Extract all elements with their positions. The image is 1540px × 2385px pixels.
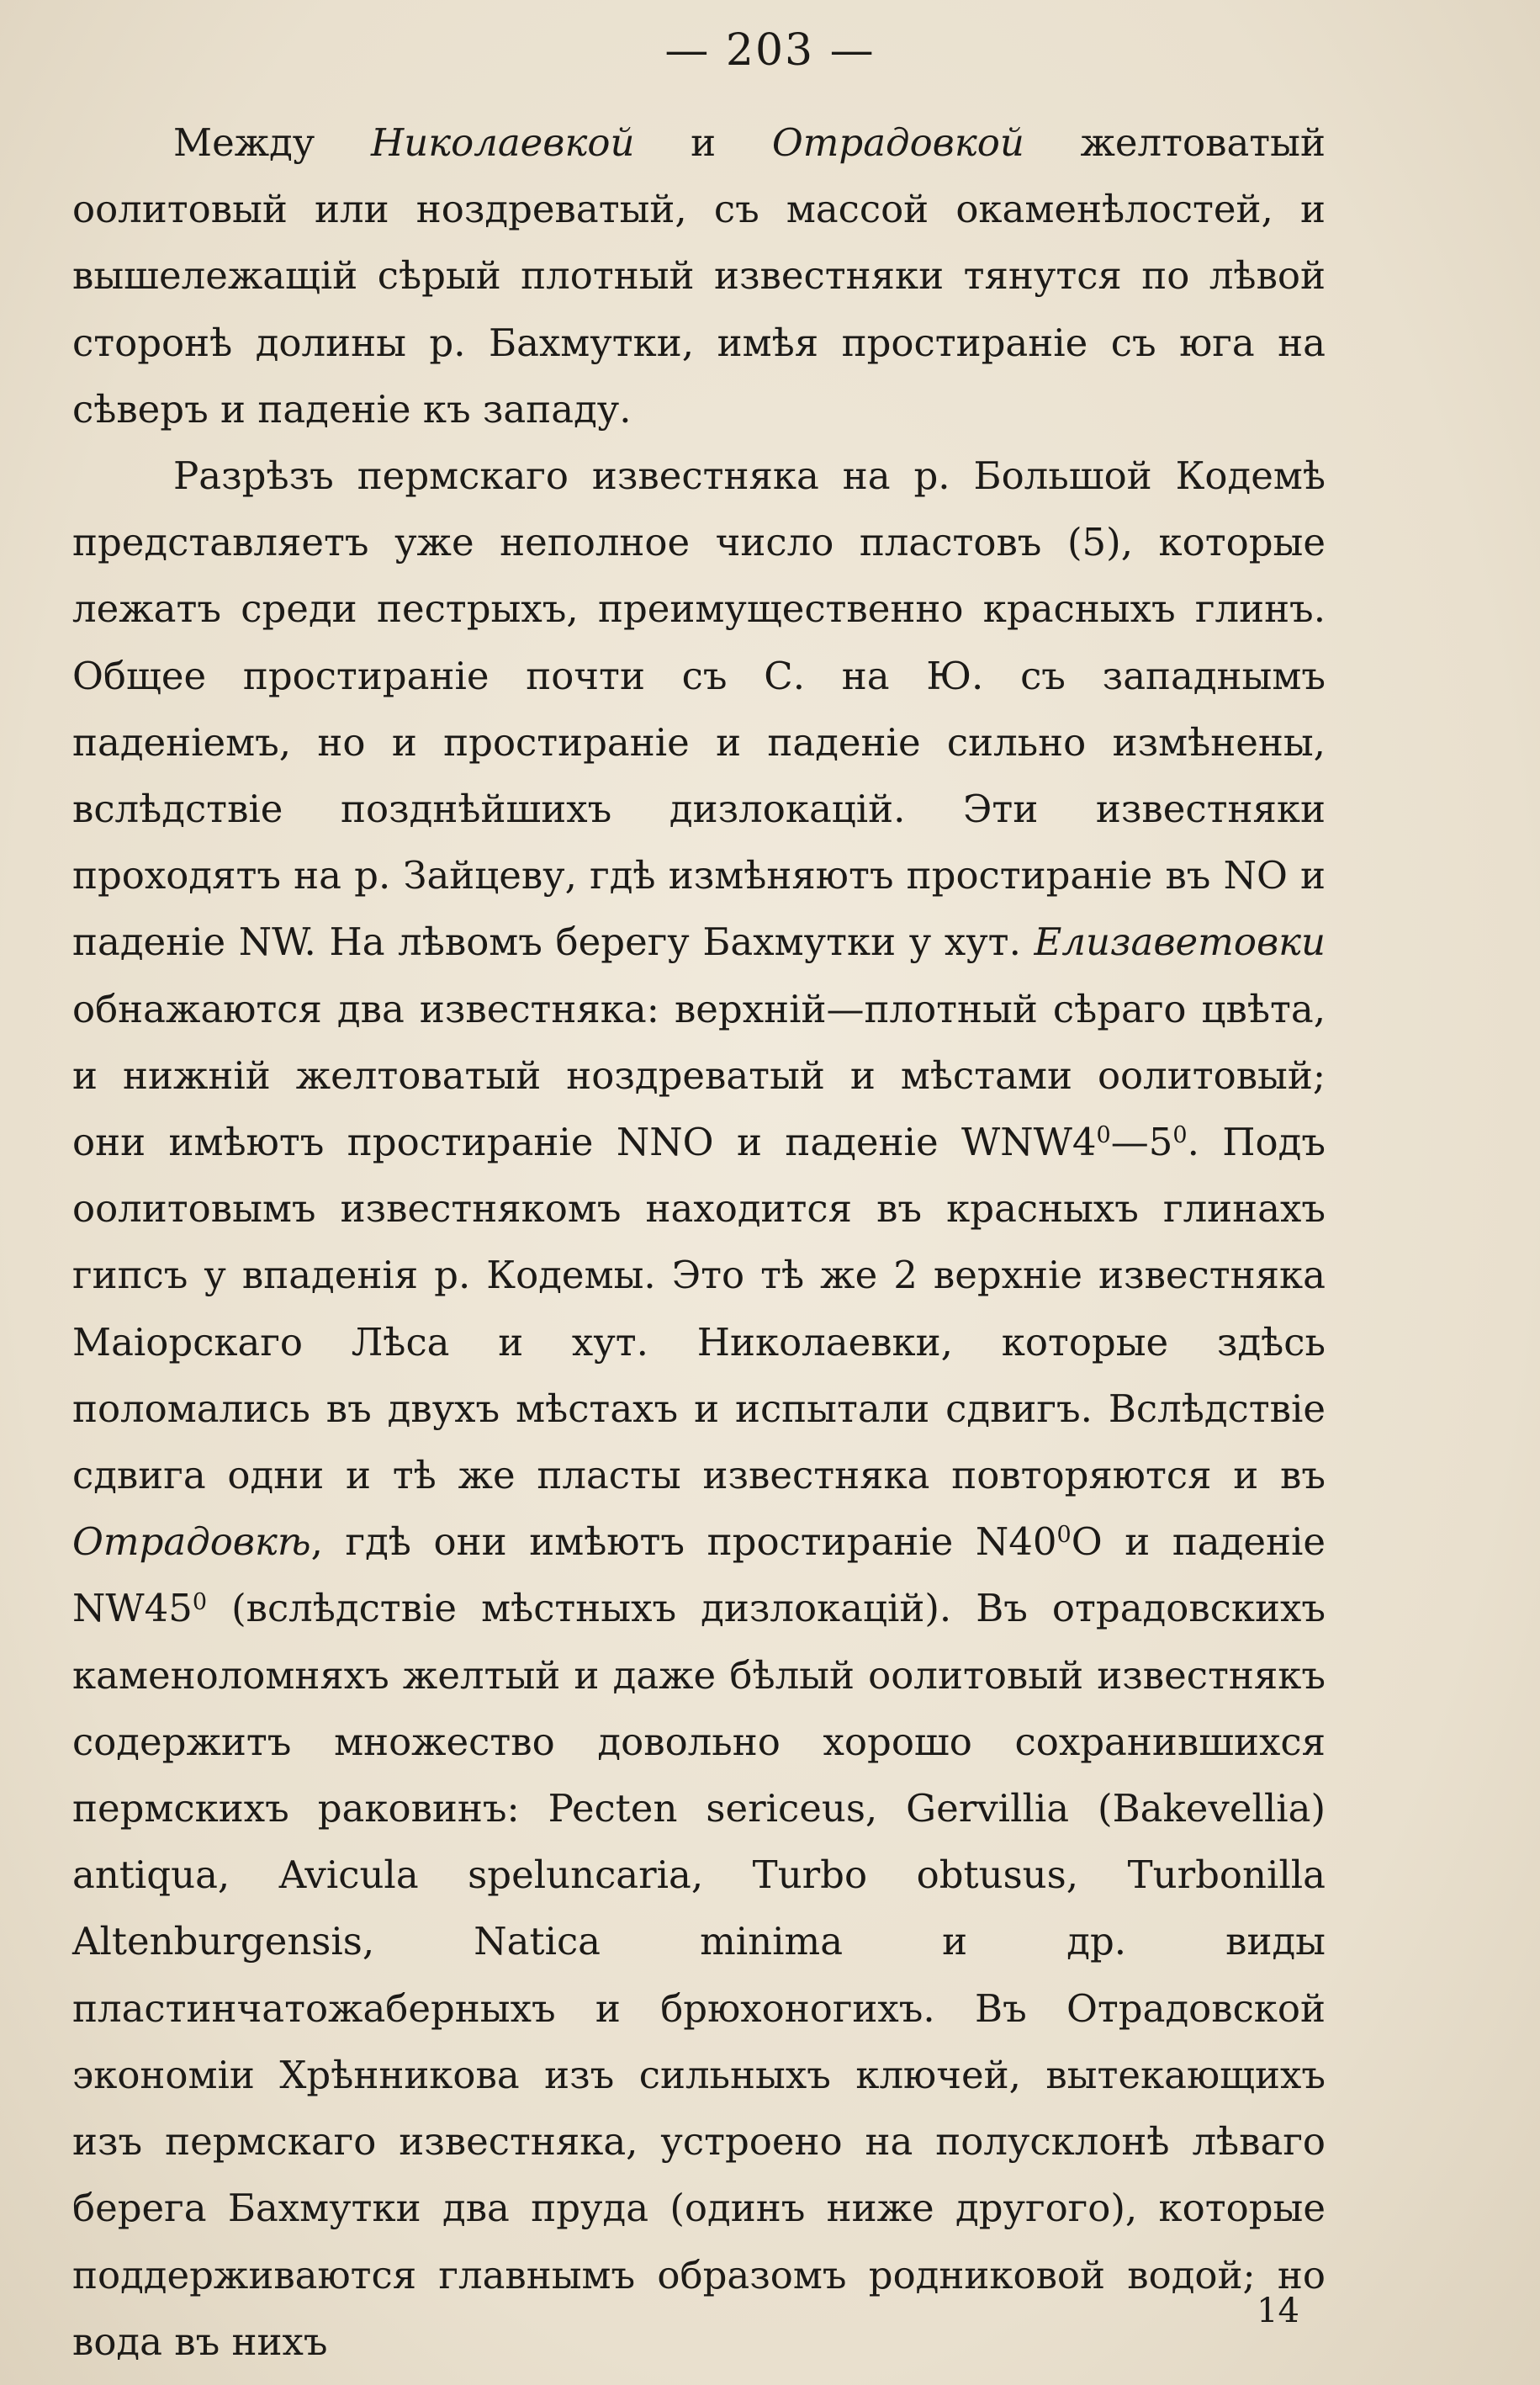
p2-text-7: (вслѣдствіе мѣстныхъ дизлокацій). Въ отрадовскихъ каменоломняхъ желтый и даже бѣлый оолитовый известнякъ содержитъ множество довольно хорошо сохранившихся пермскихъ раковинъ: Pecten sericeus, Gervillia (Bakevellia) antiqua, Avicula speluncaria, Turbo obtusus, Turbonilla Altenburgensis, Natica minima и др. виды пластинчатожаберныхъ и брюхоногихъ. Въ Отрадовской экономіи Хрѣнникова изъ сильныхъ ключей, вытекающихъ изъ пермскаго известняка, устроено на полусклонѣ лѣваго берега Бахмутки два пруда (одинъ ниже другого), которые поддерживаются главнымъ образомъ родниковой водой; но вода въ нихъ [72,1586,1326,2364]
p2-text-1: Разрѣзъ пермскаго известняка на р. Большой Кодемѣ представляетъ уже неполное число пластовъ (5), которые лежатъ среди пестрыхъ, преимущественно красныхъ глинъ. Общее простираніе почти съ С. на Ю. съ западнымъ паденіемъ, но и простираніе и паденіе сильно измѣнены, вслѣдствіе позднѣйшихъ дизлокацій. Эти известняки проходятъ на р. Зайцеву, гдѣ измѣняютъ простираніе въ NO и паденіе NW. На лѣвомъ берегу Бахмутки у хут. [72,453,1326,965]
p2-text-6: O и паденіе NW45 [72,1519,1326,1631]
p2-text-2: обнажаются два известняка: верхній—плотный сѣраго цвѣта, и нижній желтоватый ноздреватый и мѣстами оолитовый; они имѣютъ простираніе NNO и паденіе WNW4 [72,986,1326,1165]
degree-mark: 0 [192,1588,208,1615]
p1-text-1: Между [173,120,371,165]
degree-mark: 0 [1056,1522,1072,1549]
page-number: — 203 — [664,25,876,76]
p1-text-3: желтоватый оолитовый или ноздреватый, съ массой окаменѣлостей, и вышележащій сѣрый плотный известняки тянутся по лѣвой сторонѣ долины р. Бахмутки, имѣя простираніе съ юга на сѣверъ и паденіе къ западу. [72,120,1326,432]
degree-mark: 0 [1172,1122,1188,1149]
p2-text-5: , гдѣ они имѣютъ простираніе N40 [310,1519,1057,1565]
body-text [72,109,1326,2375]
place-otradovka: Отрадовкой [771,120,1024,165]
printer-signature: 14 [1257,2292,1299,2330]
paragraph-1 [72,109,1326,443]
p1-text-2: и [634,120,772,165]
place-nikolaevka: Николаевкой [371,120,635,165]
degree-mark: 0 [1096,1122,1111,1149]
p2-text-3: —5 [1110,1120,1173,1165]
place-elizavetovka: Елизаветовки [1034,920,1326,965]
place-otradovka-2: Отрадовкѣ [72,1519,311,1565]
p2-text-4: . Подъ оолитовымъ известнякомъ находится въ красныхъ глинахъ гипсъ у впаденія р. Кодемы. Это тѣ же 2 верхніе известняка Маіорскаго Лѣса и хут. Николаевки, которые здѣсь поломались въ двухъ мѣстахъ и испытали сдвигъ. Вслѣдствіе сдвига одни и тѣ же пласты известняка повторяются и въ [72,1120,1326,1498]
paragraph-2 [72,443,1326,2375]
